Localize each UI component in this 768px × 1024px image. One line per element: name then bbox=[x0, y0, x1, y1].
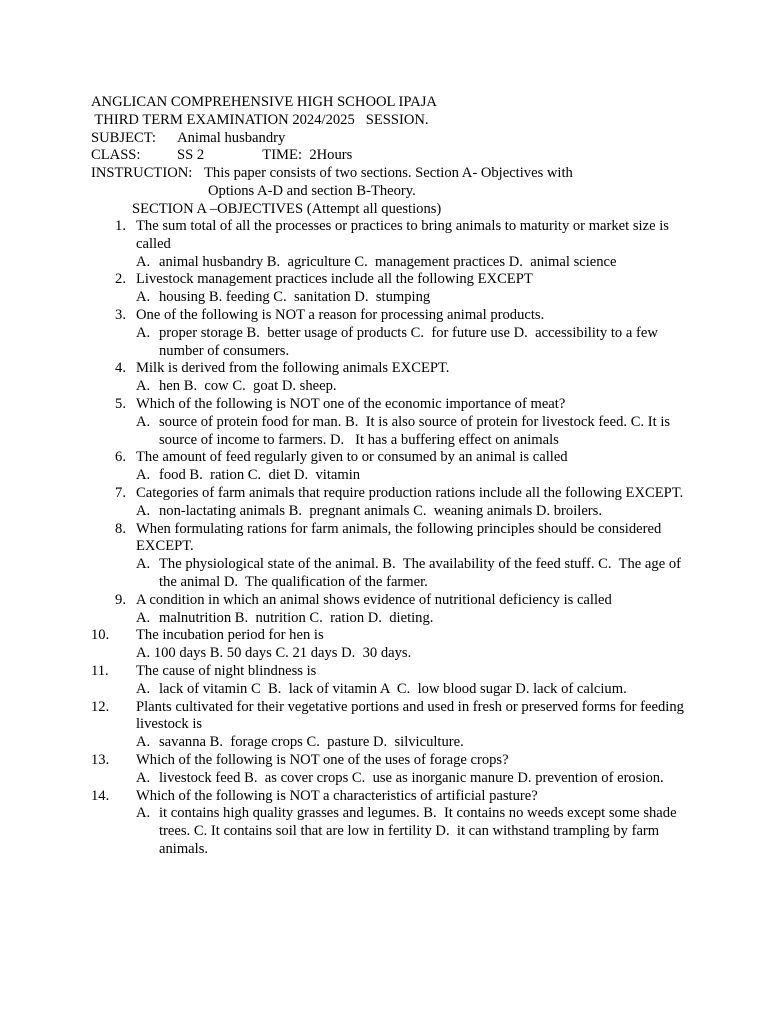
question-text: Which of the following is NOT one of the uses of forage crops? bbox=[136, 751, 509, 768]
answer-options bbox=[136, 289, 691, 307]
exam-header bbox=[91, 94, 731, 219]
question-text: Which of the following is NOT one of the economic importance of meat? bbox=[136, 395, 566, 412]
question-item bbox=[91, 699, 691, 752]
option-text: housing B. feeding C. sanitation D. stumping bbox=[159, 289, 431, 306]
class-label: CLASS: bbox=[91, 147, 141, 164]
option-letter: A. bbox=[136, 289, 151, 306]
class-value: SS 2 bbox=[176, 147, 205, 164]
option-text: source of protein food for man. B. It is also source of protein for livestock feed. C. It is source of income to farmers. D. It has a buffering effect on animals bbox=[159, 413, 674, 448]
answer-options bbox=[136, 325, 691, 361]
question-number: 2. bbox=[115, 271, 126, 288]
question-item bbox=[91, 752, 691, 788]
instruction-label: INSTRUCTION: bbox=[91, 165, 193, 182]
option-letter: A. bbox=[136, 324, 151, 341]
option-text: livestock feed B. as cover crops C. use as inorganic manure D. prevention of erosion. bbox=[159, 769, 664, 786]
question-item bbox=[91, 449, 691, 485]
option-letter: A. bbox=[136, 253, 151, 270]
answer-options bbox=[136, 503, 691, 521]
instruction bbox=[91, 165, 731, 183]
option-letter: A. bbox=[136, 467, 151, 484]
option-text: A. 100 days B. 50 days C. 21 days D. 30 days. bbox=[136, 645, 412, 662]
question-item bbox=[91, 485, 691, 521]
option-letter: A. bbox=[136, 556, 151, 573]
option-text: it contains high quality grasses and legumes. B. It contains no weeds except some shade trees. C. It contains soil that are low in fertility D. it can withstand trampling by farm animals. bbox=[159, 805, 681, 857]
class-line bbox=[91, 147, 731, 165]
answer-options bbox=[136, 770, 691, 788]
question-number: 3. bbox=[115, 306, 126, 323]
question-text: The sum total of all the processes or practices to bring animals to maturity or market size is called bbox=[136, 218, 669, 252]
option-text: savanna B. forage crops C. pasture D. silviculture. bbox=[159, 734, 464, 751]
question-list bbox=[91, 218, 691, 859]
option-letter: A. bbox=[136, 413, 151, 430]
question-text: A condition in which an animal shows evidence of nutritional deficiency is called bbox=[136, 591, 612, 608]
option-text: animal husbandry B. agriculture C. management practices D. animal science bbox=[159, 253, 617, 270]
section-title: SECTION A –OBJECTIVES (Attempt all questions) bbox=[132, 200, 442, 217]
question-text: The cause of night blindness is bbox=[136, 662, 317, 679]
school-name: ANGLICAN COMPREHENSIVE HIGH SCHOOL IPAJA bbox=[91, 94, 437, 110]
question-number: 9. bbox=[115, 591, 126, 608]
question-number: 4. bbox=[115, 360, 126, 377]
option-letter: A. bbox=[136, 680, 151, 697]
answer-options bbox=[136, 254, 691, 272]
option-letter: A. bbox=[136, 734, 151, 751]
question-item bbox=[91, 307, 691, 360]
option-text: hen B. cow C. goat D. sheep. bbox=[159, 378, 337, 395]
answer-options bbox=[136, 414, 691, 450]
question-number: 8. bbox=[115, 520, 126, 537]
question-text: The incubation period for hen is bbox=[136, 627, 324, 644]
option-text: malnutrition B. nutrition C. ration D. dieting. bbox=[159, 609, 434, 626]
option-letter: A. bbox=[136, 769, 151, 786]
time-label: TIME: bbox=[262, 147, 303, 164]
question-number: 10. bbox=[91, 627, 110, 644]
question-item bbox=[91, 360, 691, 396]
question-item bbox=[91, 521, 691, 592]
option-letter: A. bbox=[136, 805, 151, 822]
option-letter: A. bbox=[136, 378, 151, 395]
question-text: Plants cultivated for their vegetative portions and used in fresh or preserved forms for feeding livestock is bbox=[136, 698, 684, 733]
question-number: 14. bbox=[91, 787, 110, 804]
question-number: 5. bbox=[115, 395, 126, 412]
answer-options bbox=[136, 610, 691, 628]
option-text: food B. ration C. diet D. vitamin bbox=[159, 467, 361, 484]
question-item bbox=[91, 627, 691, 663]
question-number: 6. bbox=[115, 449, 126, 466]
exam-title: THIRD TERM EXAMINATION 2024/2025 SESSION. bbox=[91, 111, 429, 128]
subject-value: Animal husbandry bbox=[177, 129, 286, 146]
answer-options bbox=[136, 467, 691, 485]
question-number: 13. bbox=[91, 751, 110, 768]
question-item bbox=[91, 271, 691, 307]
answer-options bbox=[136, 556, 691, 592]
answer-options bbox=[136, 378, 691, 396]
question-number: 11. bbox=[91, 662, 109, 679]
question-item bbox=[91, 592, 691, 628]
question-text: Milk is derived from the following animals EXCEPT. bbox=[136, 360, 450, 377]
answer-options bbox=[136, 734, 691, 752]
instruction-line-2: Options A-D and section B-Theory. bbox=[208, 182, 416, 199]
option-text: non-lactating animals B. pregnant animals C. weaning animals D. broilers. bbox=[159, 502, 602, 519]
instruction-line-1: This paper consists of two sections. Section A- Objectives with bbox=[204, 165, 573, 182]
question-text: When formulating rations for farm animals, the following principles should be considered EXCEPT. bbox=[136, 520, 662, 555]
question-text: One of the following is NOT a reason for processing animal products. bbox=[136, 306, 545, 323]
question-item bbox=[91, 663, 691, 699]
answer-options bbox=[136, 681, 691, 699]
answer-options bbox=[136, 805, 691, 858]
option-letter: A. bbox=[136, 609, 151, 626]
question-item bbox=[91, 396, 691, 449]
subject-label: SUBJECT: bbox=[91, 129, 156, 146]
subject-line bbox=[91, 130, 731, 148]
option-text: lack of vitamin C B. lack of vitamin A C. low blood sugar D. lack of calcium. bbox=[159, 680, 627, 697]
question-text: Livestock management practices include all the following EXCEPT bbox=[136, 271, 533, 288]
question-text: The amount of feed regularly given to or consumed by an animal is called bbox=[136, 449, 568, 466]
question-text: Categories of farm animals that require production rations include all the following EXCEPT. bbox=[136, 484, 684, 501]
question-number: 7. bbox=[115, 484, 126, 501]
question-item bbox=[91, 218, 691, 271]
question-text: Which of the following is NOT a characteristics of artificial pasture? bbox=[136, 787, 538, 804]
question-item bbox=[91, 788, 691, 859]
answer-options bbox=[136, 645, 691, 663]
question-number: 1. bbox=[115, 218, 126, 234]
question-number: 12. bbox=[91, 698, 110, 715]
option-text: The physiological state of the animal. B. The availability of the feed stuff. C. The age of the animal D. The qualification of the farmer. bbox=[159, 556, 685, 590]
option-letter: A. bbox=[136, 502, 151, 519]
option-text: proper storage B. better usage of products C. for future use D. accessibility to a few number of consumers. bbox=[159, 324, 662, 359]
time-value: 2Hours bbox=[309, 147, 353, 164]
